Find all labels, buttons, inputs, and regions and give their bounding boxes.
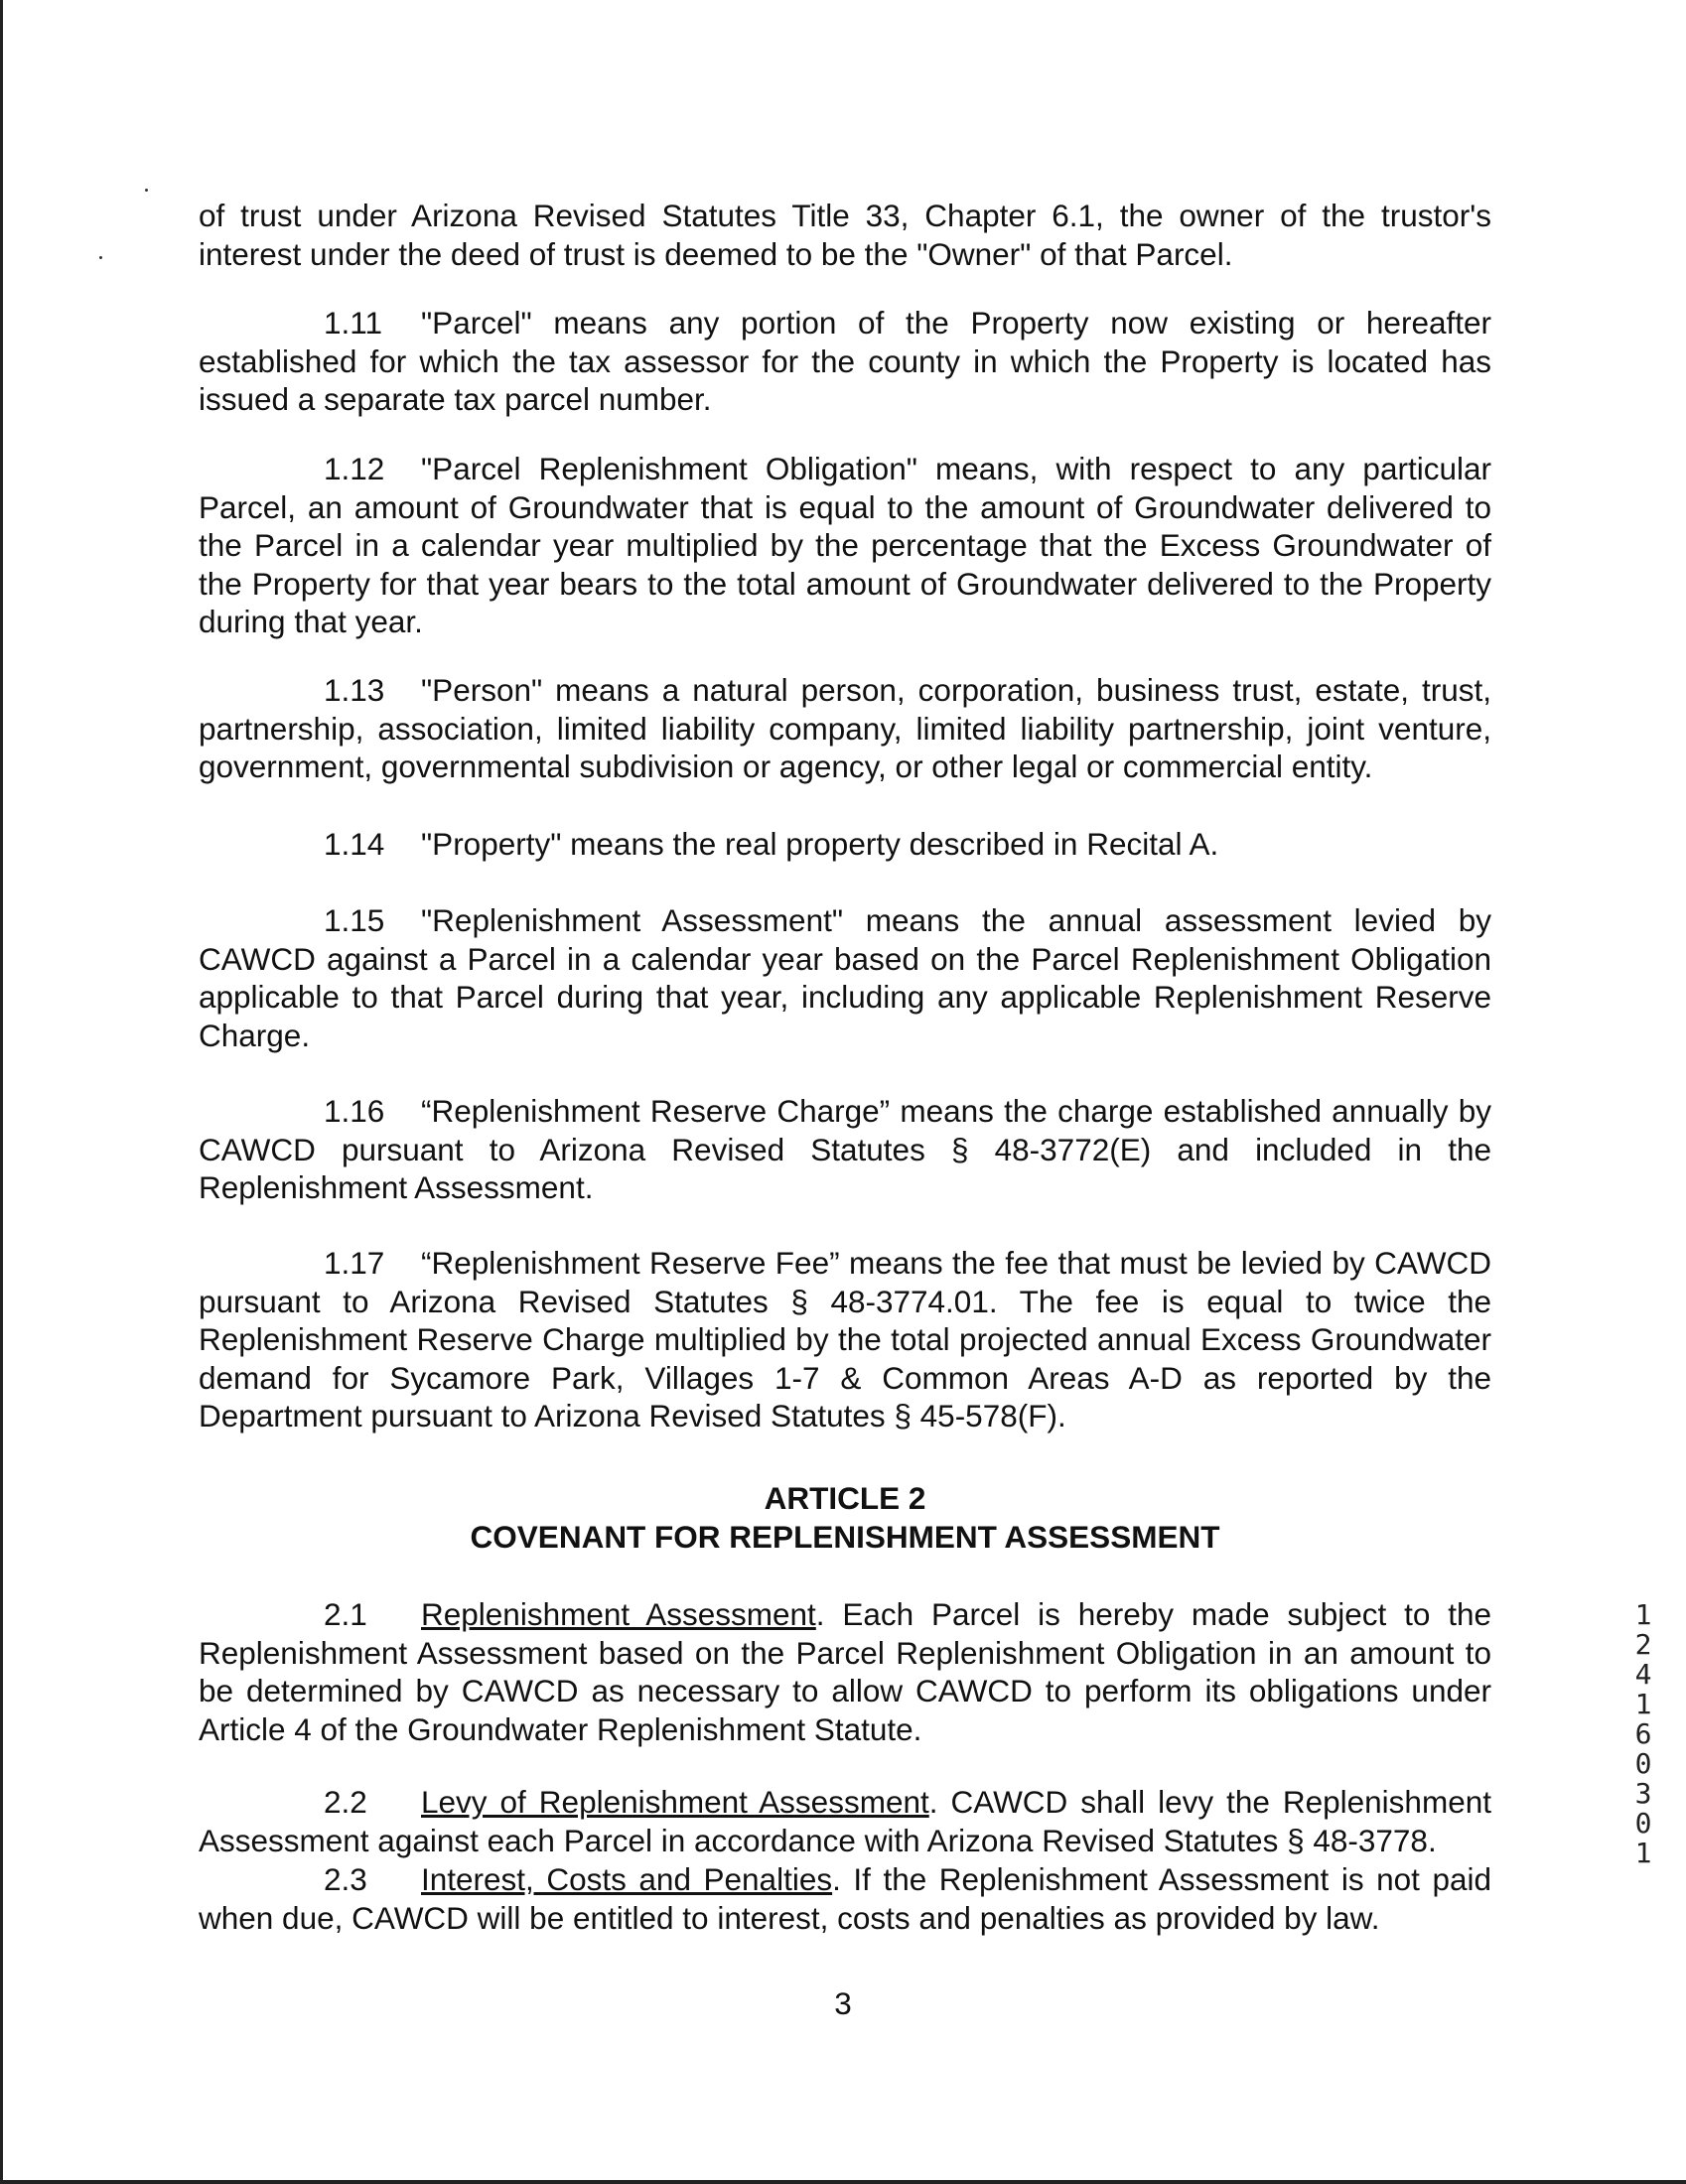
- section-heading: Interest, Costs and Penalties: [421, 1861, 833, 1897]
- section-number: 1.17: [324, 1245, 385, 1281]
- section-number: 1.14: [324, 826, 385, 862]
- section-heading: Levy of Replenishment Assessment: [421, 1784, 929, 1820]
- section-1-14: [199, 825, 1491, 864]
- section-text: . If the Replenishment Assessment is not paid when due, CAWCD will be entitled to interest, costs and penalties as provided by law.: [199, 1861, 1492, 1936]
- section-2-3: [199, 1860, 1491, 1937]
- section-number: 1.15: [324, 902, 385, 938]
- article-title: COVENANT FOR REPLENISHMENT ASSESSMENT: [470, 1518, 1220, 1555]
- section-2-2: [199, 1783, 1491, 1859]
- section-number: 2.2: [324, 1784, 367, 1820]
- section-2-1: [199, 1595, 1491, 1748]
- scan-edge-bottom: [0, 2180, 1686, 2184]
- section-number: 1.13: [324, 672, 385, 708]
- section-text: "Property" means the real property described in Recital A.: [421, 826, 1219, 862]
- scan-speck: [145, 189, 148, 192]
- section-text: "Parcel" means any portion of the Property now existing or hereafter established for which the tax assessor for the county in which the Property is located has issued a separate tax parcel number.: [199, 305, 1491, 417]
- section-1-11: [199, 304, 1491, 419]
- section-text: "Replenishment Assessment" means the annual assessment levied by CAWCD against a Parcel in a calendar year based on the Parcel Replenishment Obligation applicable to that Parcel during that year, including any applicable Replenishment Reserve Charge.: [199, 902, 1491, 1053]
- section-number: 2.3: [324, 1861, 367, 1897]
- section-1-16: [199, 1092, 1491, 1207]
- article-number: ARTICLE 2: [764, 1480, 926, 1516]
- section-number: 1.16: [324, 1093, 385, 1129]
- section-text: “Replenishment Reserve Charge” means the charge established annually by CAWCD pursuant to Arizona Revised Statutes § 48-3772(E) and included in the Replenishment Assessment.: [199, 1093, 1491, 1205]
- section-text: "Parcel Replenishment Obligation" means, with respect to any particular Parcel, an amount of Groundwater that is equal to the amount of Groundwater delivered to the Parcel in a calendar year multiplied by the percentage that the Excess Groundwater of the Property for that year bears to the total amount of Groundwater delivered to the Property during that year.: [199, 451, 1491, 639]
- section-1-17: [199, 1244, 1491, 1435]
- section-text: “Replenishment Reserve Fee” means the fee that must be levied by CAWCD pursuant to Arizona Revised Statutes § 48-3774.01. The fee is equal to twice the Replenishment Reserve Charge multiplied by the total projected annual Excess Groundwater demand for Sycamore Park, Villages 1-7 & Common Areas A-D as reported by the Department pursuant to Arizona Revised Statutes § 45-578(F).: [199, 1245, 1491, 1433]
- section-number: 2.1: [324, 1596, 367, 1632]
- section-number: 1.12: [324, 451, 385, 486]
- section-number: 1.11: [324, 305, 382, 341]
- article-heading: [199, 1479, 1491, 1556]
- section-text: "Person" means a natural person, corporation, business trust, estate, trust, partnership, association, limited liability company, limited liability partnership, joint venture, government, governmental subdivision or agency, or other legal or commercial entity.: [199, 672, 1491, 784]
- section-heading: Replenishment Assessment: [421, 1596, 816, 1632]
- section-1-15: [199, 901, 1491, 1054]
- section-text: . Each Parcel is hereby made subject to the Replenishment Assessment based on the Parcel Replenishment Obligation in an amount to be determined by CAWCD as necessary to allow CAWCD to perform its obligations under Article 4 of the Groundwater Replenishment Statute.: [199, 1596, 1491, 1747]
- section-1-12: [199, 450, 1491, 641]
- section-text: . CAWCD shall levy the Replenishment Assessment against each Parcel in accordance with Arizona Revised Statutes § 48-3778.: [199, 1784, 1491, 1858]
- page-number: 3: [834, 1985, 852, 2021]
- paragraph-continuation: of trust under Arizona Revised Statutes Title 33, Chapter 6.1, the owner of the trustor's interest under the deed of trust is deemed to be the "Owner" of that Parcel.: [199, 198, 1491, 272]
- scan-edge-left: [0, 0, 3, 2184]
- side-stamp-number: 12416 0301: [1634, 1598, 1652, 1869]
- section-1-13: [199, 671, 1491, 786]
- scan-speck: [99, 256, 102, 259]
